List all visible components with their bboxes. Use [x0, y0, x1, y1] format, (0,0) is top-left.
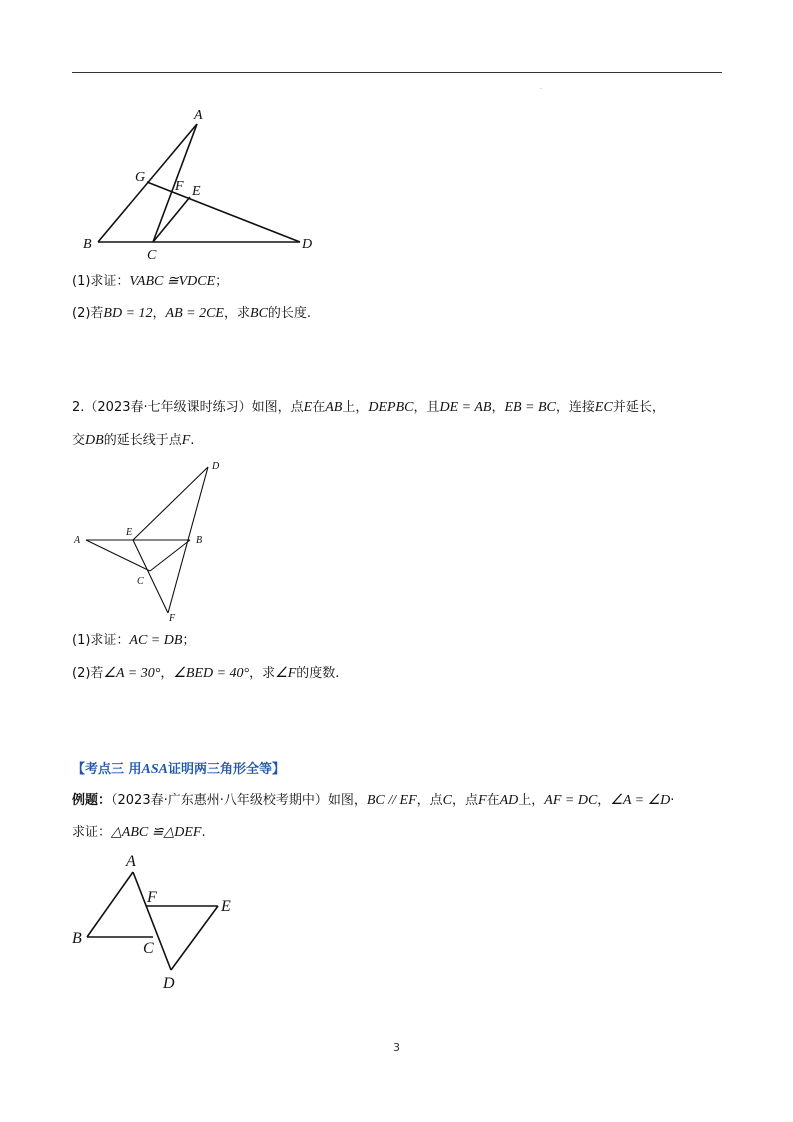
q2-part2: (2)若∠A = 30°，∠BED = 40°，求∠F的度数. [72, 666, 340, 681]
segment-ED [133, 467, 208, 540]
q2-part1: (1)求证：AC = DB； [72, 633, 196, 648]
label-D: D [163, 975, 175, 992]
q2-statement-line2: 交DB的延长线于点F. [72, 433, 195, 448]
label-B: B [72, 930, 82, 947]
label-C: C [143, 940, 154, 957]
q1-part2: (2)若BD = 12，AB = 2CE，求BC的长度. [72, 306, 312, 321]
label-B: B [196, 535, 203, 546]
q1-part1: (1)求证：VABC ≅VDCE； [72, 274, 229, 289]
q2-figure [70, 455, 230, 625]
header-rule [72, 72, 722, 73]
q2-statement-line1: 2.（2023春·七年级课时练习）如图，点E在AB上，DEPBC，且DE = AB，EB = BC，连接EC并延长， [72, 400, 665, 415]
label-D: D [302, 237, 313, 252]
example-statement: 例题：（2023春·广东惠州·八年级校考期中）如图，BC // EF，点C，点F在AD上，AF = DC，∠A = ∠D· [72, 793, 675, 808]
label-E: E [221, 898, 231, 915]
label-C: C [147, 248, 157, 263]
label-F: F [169, 613, 176, 624]
label-F: F [147, 889, 157, 906]
segment-ED [171, 906, 218, 970]
label-E: E [126, 527, 133, 538]
stray-dot: . [540, 84, 542, 91]
label-C: C [137, 576, 144, 587]
label-A: A [126, 853, 136, 870]
label-A: A [74, 535, 81, 546]
label-D: D [212, 461, 220, 472]
label-G: G [135, 170, 146, 185]
example-figure [70, 850, 240, 995]
segment-AB [87, 872, 133, 937]
page-number: 3 [393, 1041, 400, 1054]
q1-figure [70, 100, 330, 265]
label-B: B [83, 237, 92, 252]
section-heading: 【考点三 用ASA证明两三角形全等】 [72, 762, 286, 777]
segment-CE [153, 197, 190, 242]
label-E: E [192, 184, 201, 199]
segment-GD [147, 182, 300, 242]
example-prove: 求证：△ABC ≌△DEF. [72, 825, 206, 840]
label-A: A [194, 108, 203, 123]
label-F: F [175, 179, 184, 194]
